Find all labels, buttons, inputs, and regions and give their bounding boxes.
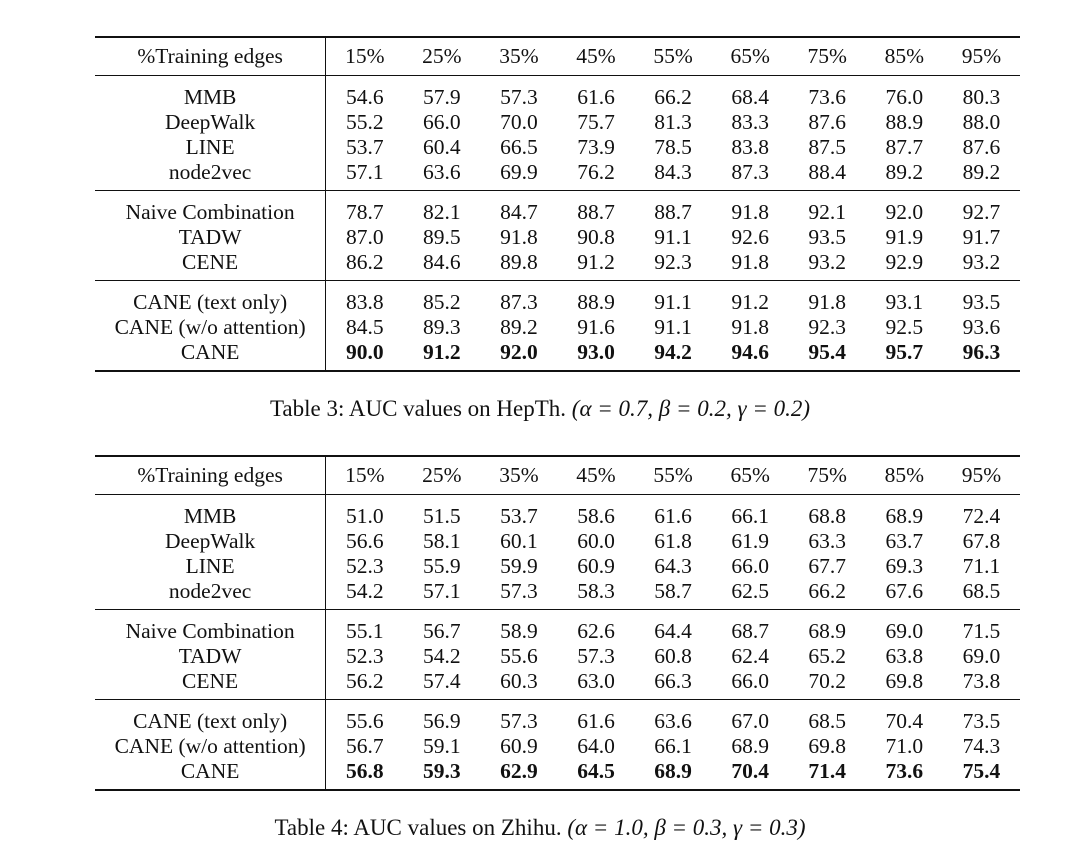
row-group (95, 76, 1020, 191)
value-cell: 93.6 (962, 315, 1001, 339)
value-cell: 89.8 (500, 250, 538, 274)
header-cell: 25% (422, 463, 462, 487)
value-cell: 57.1 (345, 160, 384, 184)
value-cell: 60.4 (423, 135, 461, 159)
value-cell: 59.1 (423, 734, 461, 758)
value-cell: 89.3 (423, 315, 461, 339)
value-cell: 84.3 (654, 160, 692, 184)
value-cell: 95.7 (885, 340, 924, 364)
value-cell: 91.8 (731, 250, 769, 274)
value-cell: 68.5 (962, 579, 1001, 603)
caption-text: AUC values on HepTh. (348, 396, 567, 421)
value-cell: 69.3 (885, 554, 924, 578)
method-cell: node2vec (95, 160, 326, 191)
value-cell: 93.0 (577, 340, 615, 364)
value-cell: 57.3 (500, 709, 538, 733)
value-cell: 84.7 (500, 200, 538, 224)
value-cell: 66.1 (731, 504, 769, 528)
method-cell: node2vec (95, 579, 326, 610)
value-cell: 94.6 (731, 340, 769, 364)
value-cell: 63.7 (885, 529, 924, 553)
header-cell-method: %Training edges (95, 456, 326, 495)
table-row (95, 110, 1020, 135)
value-cell: 68.7 (731, 619, 769, 643)
table-caption-hepth (0, 396, 1080, 422)
value-cell: 64.3 (654, 554, 692, 578)
value-cell: 60.0 (577, 529, 615, 553)
value-cell: 51.0 (345, 504, 384, 528)
method-cell: CANE (95, 759, 326, 790)
value-cell: 58.9 (500, 619, 538, 643)
table-caption-zhihu (0, 815, 1080, 841)
value-cell: 71.5 (962, 619, 1001, 643)
row-group (95, 700, 1020, 791)
value-cell: 57.4 (423, 669, 461, 693)
header-cell-method: %Training edges (95, 37, 326, 76)
table-row (95, 759, 1020, 790)
header-cell: 95% (961, 44, 1002, 68)
value-cell: 76.0 (885, 85, 924, 109)
value-cell: 96.3 (962, 340, 1001, 364)
value-cell: 67.8 (962, 529, 1001, 553)
value-cell: 66.3 (654, 669, 692, 693)
table-row (95, 281, 1020, 316)
header-cell: 15% (345, 44, 385, 68)
method-cell: CENE (95, 250, 326, 281)
value-cell: 75.7 (577, 110, 615, 134)
value-cell: 68.9 (808, 619, 847, 643)
value-cell: 93.5 (808, 225, 847, 249)
value-cell: 66.0 (731, 669, 769, 693)
value-cell: 63.0 (577, 669, 615, 693)
value-cell: 85.2 (423, 290, 461, 314)
value-cell: 88.7 (577, 200, 615, 224)
header-cell: 75% (807, 463, 847, 487)
method-cell: CANE (text only) (95, 700, 326, 735)
value-cell: 93.2 (962, 250, 1001, 274)
method-cell: LINE (95, 554, 326, 579)
value-cell: 78.5 (654, 135, 692, 159)
table-row (95, 225, 1020, 250)
value-cell: 55.9 (423, 554, 461, 578)
value-cell: 57.3 (577, 644, 615, 668)
value-cell: 68.4 (731, 85, 769, 109)
method-cell: CENE (95, 669, 326, 700)
table-row (95, 669, 1020, 700)
value-cell: 91.8 (808, 290, 847, 314)
value-cell: 92.7 (962, 200, 1001, 224)
value-cell: 53.7 (345, 135, 384, 159)
caption-label: Table 4: (274, 815, 349, 840)
value-cell: 68.8 (808, 504, 847, 528)
value-cell: 73.6 (885, 759, 924, 783)
value-cell: 67.0 (731, 709, 769, 733)
table-row (95, 191, 1020, 226)
value-cell: 56.7 (423, 619, 461, 643)
value-cell: 65.2 (808, 644, 847, 668)
value-cell: 67.6 (885, 579, 924, 603)
table-hepth (95, 36, 1020, 372)
header-cell: 35% (499, 463, 539, 487)
value-cell: 87.6 (808, 110, 847, 134)
row-group (95, 191, 1020, 281)
value-cell: 92.3 (654, 250, 692, 274)
value-cell: 83.3 (731, 110, 769, 134)
value-cell: 91.8 (731, 315, 769, 339)
value-cell: 90.0 (345, 340, 384, 364)
table-row (95, 644, 1020, 669)
table-row (95, 135, 1020, 160)
caption-text: AUC values on Zhihu. (353, 815, 562, 840)
method-cell: DeepWalk (95, 110, 326, 135)
value-cell: 87.6 (962, 135, 1001, 159)
value-cell: 95.4 (808, 340, 847, 364)
value-cell: 92.6 (731, 225, 769, 249)
table-row (95, 495, 1020, 530)
value-cell: 89.2 (962, 160, 1001, 184)
value-cell: 72.4 (962, 504, 1001, 528)
method-cell: CANE (w/o attention) (95, 315, 326, 340)
value-cell: 66.1 (654, 734, 692, 758)
header-cell: 15% (345, 463, 385, 487)
value-cell: 88.0 (962, 110, 1001, 134)
value-cell: 57.9 (423, 85, 461, 109)
value-cell: 73.8 (962, 669, 1001, 693)
value-cell: 92.1 (808, 200, 847, 224)
value-cell: 63.6 (423, 160, 461, 184)
value-cell: 58.6 (577, 504, 615, 528)
value-cell: 53.7 (500, 504, 538, 528)
table-row (95, 554, 1020, 579)
value-cell: 71.1 (962, 554, 1001, 578)
method-cell: TADW (95, 644, 326, 669)
method-cell: CANE (95, 340, 326, 371)
value-cell: 88.9 (885, 110, 924, 134)
value-cell: 57.1 (423, 579, 461, 603)
value-cell: 69.8 (808, 734, 847, 758)
value-cell: 83.8 (345, 290, 384, 314)
value-cell: 91.1 (654, 225, 692, 249)
value-cell: 91.6 (577, 315, 615, 339)
header-cell: 55% (653, 463, 693, 487)
value-cell: 68.9 (654, 759, 692, 783)
value-cell: 60.8 (654, 644, 692, 668)
value-cell: 87.3 (731, 160, 769, 184)
value-cell: 80.3 (962, 85, 1001, 109)
value-cell: 74.3 (962, 734, 1001, 758)
value-cell: 54.2 (423, 644, 461, 668)
value-cell: 68.9 (731, 734, 769, 758)
value-cell: 92.0 (885, 200, 924, 224)
method-cell: CANE (w/o attention) (95, 734, 326, 759)
header-cell: 65% (730, 44, 770, 68)
value-cell: 61.9 (731, 529, 769, 553)
table-row (95, 315, 1020, 340)
value-cell: 67.7 (808, 554, 847, 578)
table-row (95, 250, 1020, 281)
table-row (95, 160, 1020, 191)
value-cell: 84.6 (423, 250, 461, 274)
table-row (95, 700, 1020, 735)
value-cell: 60.9 (577, 554, 615, 578)
caption-label: Table 3: (269, 396, 345, 421)
table-row (95, 734, 1020, 759)
value-cell: 55.6 (500, 644, 538, 668)
value-cell: 89.5 (423, 225, 461, 249)
method-cell: LINE (95, 135, 326, 160)
value-cell: 88.7 (654, 200, 692, 224)
value-cell: 66.5 (500, 135, 538, 159)
value-cell: 58.7 (654, 579, 692, 603)
value-cell: 61.6 (577, 709, 615, 733)
method-cell: TADW (95, 225, 326, 250)
value-cell: 87.7 (885, 135, 924, 159)
value-cell: 54.6 (345, 85, 384, 109)
value-cell: 73.5 (962, 709, 1001, 733)
value-cell: 73.6 (808, 85, 847, 109)
value-cell: 86.2 (345, 250, 384, 274)
header-cell: 85% (884, 463, 925, 487)
value-cell: 94.2 (654, 340, 692, 364)
value-cell: 69.8 (885, 669, 924, 693)
table-header (95, 37, 1020, 76)
value-cell: 69.0 (962, 644, 1001, 668)
value-cell: 84.5 (345, 315, 384, 339)
value-cell: 91.7 (962, 225, 1001, 249)
value-cell: 62.6 (577, 619, 615, 643)
value-cell: 83.8 (731, 135, 769, 159)
row-group (95, 610, 1020, 700)
value-cell: 57.3 (500, 85, 538, 109)
value-cell: 56.9 (423, 709, 461, 733)
value-cell: 93.5 (962, 290, 1001, 314)
value-cell: 70.2 (808, 669, 847, 693)
method-cell: MMB (95, 76, 326, 111)
row-group (95, 281, 1020, 372)
value-cell: 70.4 (731, 759, 769, 783)
value-cell: 56.2 (345, 669, 384, 693)
value-cell: 91.2 (731, 290, 769, 314)
value-cell: 71.4 (808, 759, 847, 783)
value-cell: 88.9 (577, 290, 615, 314)
header-cell: 65% (730, 463, 770, 487)
value-cell: 92.3 (808, 315, 847, 339)
value-cell: 52.3 (345, 644, 384, 668)
header-cell: 45% (576, 44, 616, 68)
value-cell: 91.2 (423, 340, 461, 364)
caption-params: (α = 1.0, β = 0.3, γ = 0.3) (567, 815, 806, 840)
value-cell: 91.8 (731, 200, 769, 224)
value-cell: 81.3 (654, 110, 692, 134)
value-cell: 89.2 (885, 160, 924, 184)
value-cell: 60.9 (500, 734, 538, 758)
header-cell: 45% (576, 463, 616, 487)
table-row (95, 76, 1020, 111)
value-cell: 91.1 (654, 290, 692, 314)
value-cell: 56.7 (345, 734, 384, 758)
value-cell: 56.6 (345, 529, 384, 553)
header-cell: 25% (422, 44, 462, 68)
row-group (95, 495, 1020, 610)
caption-params: (α = 0.7, β = 0.2, γ = 0.2) (571, 396, 811, 421)
value-cell: 68.9 (885, 504, 924, 528)
value-cell: 64.4 (654, 619, 692, 643)
value-cell: 62.5 (731, 579, 769, 603)
value-cell: 78.7 (345, 200, 384, 224)
value-cell: 57.3 (500, 579, 538, 603)
value-cell: 69.9 (500, 160, 538, 184)
value-cell: 71.0 (885, 734, 924, 758)
header-cell: 85% (884, 44, 925, 68)
value-cell: 63.3 (808, 529, 847, 553)
table-row (95, 529, 1020, 554)
value-cell: 92.0 (500, 340, 538, 364)
value-cell: 60.3 (500, 669, 538, 693)
value-cell: 66.0 (731, 554, 769, 578)
value-cell: 70.4 (885, 709, 924, 733)
value-cell: 87.0 (345, 225, 384, 249)
value-cell: 92.9 (885, 250, 924, 274)
value-cell: 90.8 (577, 225, 615, 249)
value-cell: 55.6 (345, 709, 384, 733)
value-cell: 93.1 (885, 290, 924, 314)
value-cell: 88.4 (808, 160, 847, 184)
value-cell: 59.9 (500, 554, 538, 578)
value-cell: 76.2 (577, 160, 615, 184)
value-cell: 62.4 (731, 644, 769, 668)
value-cell: 61.8 (654, 529, 692, 553)
header-cell: 35% (499, 44, 539, 68)
value-cell: 63.8 (885, 644, 924, 668)
table-row (95, 610, 1020, 645)
value-cell: 87.3 (500, 290, 538, 314)
value-cell: 68.5 (808, 709, 847, 733)
value-cell: 66.0 (423, 110, 461, 134)
method-cell: MMB (95, 495, 326, 530)
table-row (95, 340, 1020, 371)
value-cell: 66.2 (654, 85, 692, 109)
value-cell: 64.0 (577, 734, 615, 758)
header-row (95, 37, 1020, 76)
table-header (95, 456, 1020, 495)
value-cell: 91.2 (577, 250, 615, 274)
header-cell: 95% (961, 463, 1002, 487)
value-cell: 91.8 (500, 225, 538, 249)
method-cell: CANE (text only) (95, 281, 326, 316)
header-cell: 55% (653, 44, 693, 68)
value-cell: 75.4 (962, 759, 1001, 783)
value-cell: 89.2 (500, 315, 538, 339)
value-cell: 52.3 (345, 554, 384, 578)
value-cell: 60.1 (500, 529, 538, 553)
value-cell: 51.5 (423, 504, 461, 528)
value-cell: 61.6 (577, 85, 615, 109)
method-cell: DeepWalk (95, 529, 326, 554)
value-cell: 62.9 (500, 759, 538, 783)
value-cell: 82.1 (423, 200, 461, 224)
value-cell: 70.0 (500, 110, 538, 134)
value-cell: 69.0 (885, 619, 924, 643)
value-cell: 66.2 (808, 579, 847, 603)
value-cell: 91.9 (885, 225, 924, 249)
value-cell: 93.2 (808, 250, 847, 274)
value-cell: 87.5 (808, 135, 847, 159)
value-cell: 58.3 (577, 579, 615, 603)
value-cell: 58.1 (423, 529, 461, 553)
value-cell: 55.2 (345, 110, 384, 134)
method-cell: Naive Combination (95, 610, 326, 645)
value-cell: 54.2 (345, 579, 384, 603)
table-zhihu (95, 455, 1020, 791)
value-cell: 61.6 (654, 504, 692, 528)
value-cell: 64.5 (577, 759, 615, 783)
value-cell: 55.1 (345, 619, 384, 643)
value-cell: 92.5 (885, 315, 924, 339)
header-row (95, 456, 1020, 495)
value-cell: 73.9 (577, 135, 615, 159)
header-cell: 75% (807, 44, 847, 68)
table-row (95, 579, 1020, 610)
value-cell: 63.6 (654, 709, 692, 733)
method-cell: Naive Combination (95, 191, 326, 226)
value-cell: 59.3 (423, 759, 461, 783)
value-cell: 91.1 (654, 315, 692, 339)
value-cell: 56.8 (345, 759, 384, 783)
